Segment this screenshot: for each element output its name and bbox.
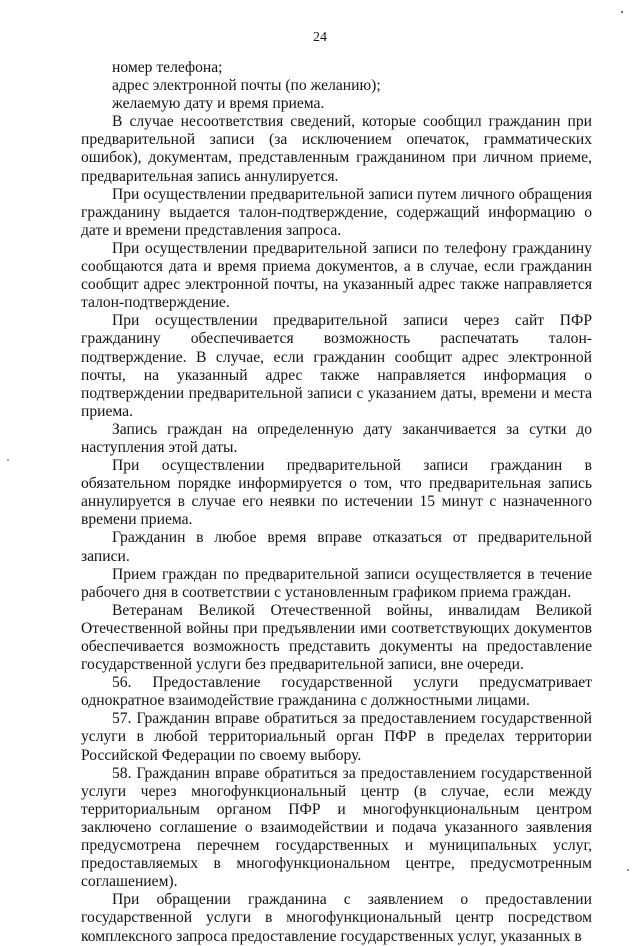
scan-speck (627, 869, 629, 871)
paragraph-complex-request: При обращении гражданина с заявлением о предоставлении государственной услуги в многофункциональный центр посредством комплексного запроса предоставление государственных услуг, указанных в (81, 891, 592, 945)
paragraph-personal-visit-ticket: При осуществлении предварительной записи путем личного обращения гражданину выдается талон-подтверждение, содержащий информацию о дате и времени представления запроса. (81, 185, 592, 239)
paragraph-clause-57: 57. Гражданин вправе обратиться за предоставлением государственной услуги в любой территориальный орган ПФР в пределах территории Российской Федерации по своему выбору. (81, 710, 592, 764)
list-line-date-time: желаемую дату и время приема. (112, 95, 325, 113)
paragraph-phone-booking: При осуществлении предварительной записи по телефону гражданину сообщаются дата и время приема документов, а в случае, если гражданин сообщит адрес электронной почты, на указанный адрес также направляется талон-подтверждение. (81, 239, 592, 312)
paragraph-clause-56: 56. Предоставление государственной услуги предусматривает однократное взаимодействие гражданина с должностными лицами. (81, 674, 592, 710)
scan-speck (7, 459, 9, 461)
paragraph-clause-58: 58. Гражданин вправе обратиться за предоставлением государственной услуги через многофункциональный центр (в случае, если между территориальным органом ПФР и многофункциональным центром заключено соглашение о взаимодействии и подача указанного заявления предусмотрена перечнем государственных и муниципальных услуг, предоставляемых в многофункциональном центре, предусмотренным соглашением). (81, 764, 592, 891)
paragraph-no-show-notice: При осуществлении предварительной записи гражданин в обязательном порядке информируется о том, что предварительная запись аннулируется в случае его неявки по истечении 15 минут с назначенного времени приема. (81, 457, 592, 529)
paragraph-mismatch-annulment: В случае несоответствия сведений, которые сообщил гражданин при предварительной записи (за исключением опечаток, грамматических ошибок), документам, представленным гражданином при личном приеме, предварительная запись аннулируется. (81, 113, 592, 185)
list-line-phone: номер телефона; (112, 59, 223, 76)
paragraph-reception-schedule: Прием граждан по предварительной записи осуществляется в течение рабочего дня в соответствии с установленным графиком приема граждан. (81, 565, 592, 601)
page-number: 24 (313, 30, 327, 45)
list-line-email: адрес электронной почты (по желанию); (112, 77, 381, 95)
paragraph-veterans-priority: Ветеранам Великой Отечественной войны, инвалидам Великой Отечественной войны при предъявлении ими соответствующих документов обеспечивается возможность представить документы на предоставление государственной услуги без предварительной записи, вне очереди. (81, 601, 592, 674)
paragraph-website-booking: При осуществлении предварительной записи через сайт ПФР гражданину обеспечивается возможность распечатать талон-подтверждение. В случае, если гражданин сообщит адрес электронной почты, на указанный адрес также направляется информация о подтверждении предварительной записи с указанием даты, времени и места приема. (81, 312, 592, 420)
paragraph-cancel-right: Гражданин в любое время вправе отказаться от предварительной записи. (81, 529, 592, 565)
document-body (81, 59, 592, 946)
scan-speck (621, 11, 623, 13)
paragraph-booking-deadline: Запись граждан на определенную дату заканчивается за сутки до наступления этой даты. (81, 420, 592, 456)
